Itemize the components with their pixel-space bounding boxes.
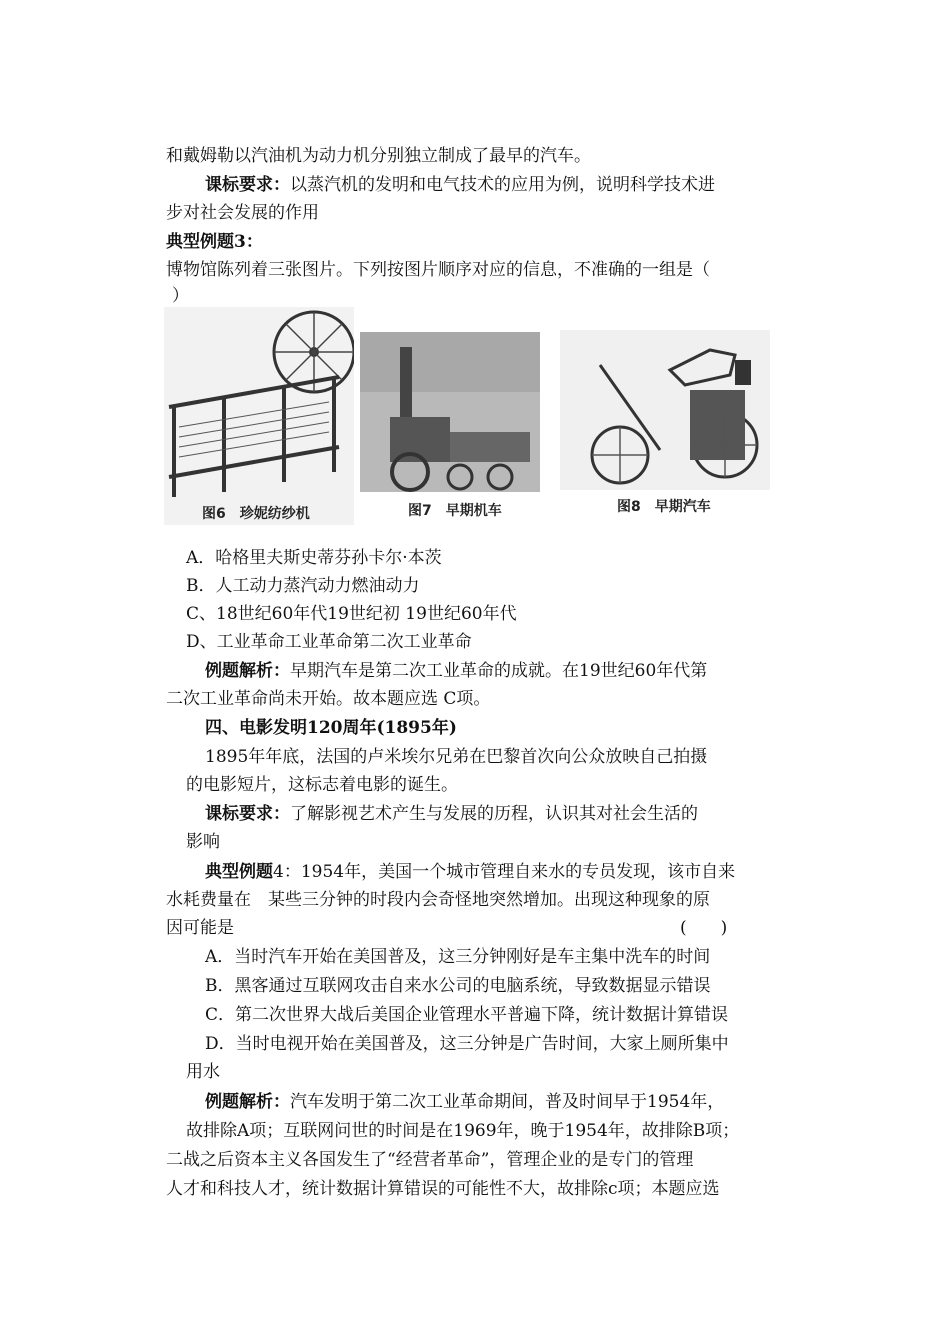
curriculum-label: 课标要求： <box>205 804 290 824</box>
example-3-analysis: 例题解析：早期汽车是第二次工业革命的成就。在19世纪60年代第 <box>205 661 708 681</box>
example-4-option-b: B．黑客通过互联网攻击自来水公司的电脑系统，导致数据显示错误 <box>205 976 711 996</box>
example-4-label: 典型例题 <box>205 862 273 882</box>
example-3-option-a: A．哈格里夫斯史蒂芬孙卡尔·本茨 <box>186 548 442 568</box>
example-4-analysis-cont-2: 二战之后资本主义各国发生了“经营者革命”，管理企业的是专门的管理 <box>166 1150 694 1170</box>
figure-8-caption: 图8 早期汽车 <box>617 499 711 515</box>
figure-6-spinning-jenny <box>164 307 354 525</box>
example-4-question: 典型例题4：1954年，美国一个城市管理自来水的专员发现，该市自来 <box>205 862 736 882</box>
analysis-label: 例题解析： <box>205 661 290 681</box>
curriculum-requirement-2: 课标要求：了解影视艺术产生与发展的历程，认识其对社会生活的 <box>205 804 698 824</box>
example-3-option-d: D、工业革命工业革命第二次工业革命 <box>186 632 472 652</box>
spinning-jenny-image <box>164 307 354 525</box>
curriculum-requirement-1-cont: 步对社会发展的作用 <box>166 203 319 223</box>
example-4-option-c: C．第二次世界大战后美国企业管理水平普遍下降，统计数据计算错误 <box>205 1005 729 1025</box>
example-3-analysis-cont: 二次工业革命尚未开始。故本题应选 C项。 <box>166 689 491 709</box>
example-3-title: 典型例题3： <box>166 232 263 252</box>
figure-8-early-automobile <box>560 330 770 525</box>
example-4-option-d-cont: 用水 <box>186 1062 220 1082</box>
curriculum-label: 课标要求： <box>205 175 290 195</box>
figure-strip <box>164 307 770 527</box>
figure-7-caption: 图7 早期机车 <box>408 503 502 519</box>
example-3-option-c: C、18世纪60年代19世纪初 19世纪60年代 <box>186 604 517 624</box>
example-4-question-end: 因可能是 <box>166 918 234 938</box>
example-3-option-b: B．人工动力蒸汽动力燃油动力 <box>186 576 420 596</box>
paragraph-intro: 和戴姆勒以汽油机为动力机分别独立制成了最早的汽车。 <box>166 146 591 166</box>
example-4-option-a: A．当时汽车开始在美国普及，这三分钟刚好是车主集中洗车的时间 <box>205 947 711 967</box>
film-paragraph: 1895年年底，法国的卢米埃尔兄弟在巴黎首次向公众放映自己拍摄 <box>205 747 708 767</box>
example-4-question-cont: 水耗费量在 某些三分钟的时段内会奇怪地突然增加。出现这种现象的原 <box>166 890 710 910</box>
answer-paren: ( ) <box>680 918 728 938</box>
example-4-option-d: D．当时电视开始在美国普及，这三分钟是广告时间，大家上厕所集中 <box>205 1034 729 1054</box>
curriculum-requirement-1: 课标要求：以蒸汽机的发明和电气技术的应用为例，说明科学技术进 <box>205 175 715 195</box>
section-4-heading: 四、电影发明120周年(1895年) <box>205 718 457 738</box>
example-4-analysis-cont-1: 故排除A项；互联网问世的时间是在1969年，晚于1954年，故排除B项； <box>186 1121 740 1141</box>
figure-7-early-locomotive <box>360 332 540 525</box>
curriculum-requirement-2-cont: 影响 <box>186 832 220 852</box>
figure-6-caption: 图6 珍妮纺纱机 <box>202 506 310 522</box>
example-3-paren: ） <box>172 286 189 306</box>
example-3-question: 博物馆陈列着三张图片。下列按图片顺序对应的信息，不准确的一组是（ <box>166 260 710 280</box>
film-paragraph-cont: 的电影短片，这标志着电影的诞生。 <box>186 775 458 795</box>
example-4-analysis: 例题解析：汽车发明于第二次工业革命期间，普及时间早于1954年， <box>205 1092 725 1112</box>
locomotive-image <box>360 332 540 525</box>
example-4-analysis-cont-3: 人才和科技人才，统计数据计算错误的可能性不大，故排除c项；本题应选 <box>166 1179 720 1199</box>
analysis-label: 例题解析： <box>205 1092 290 1112</box>
